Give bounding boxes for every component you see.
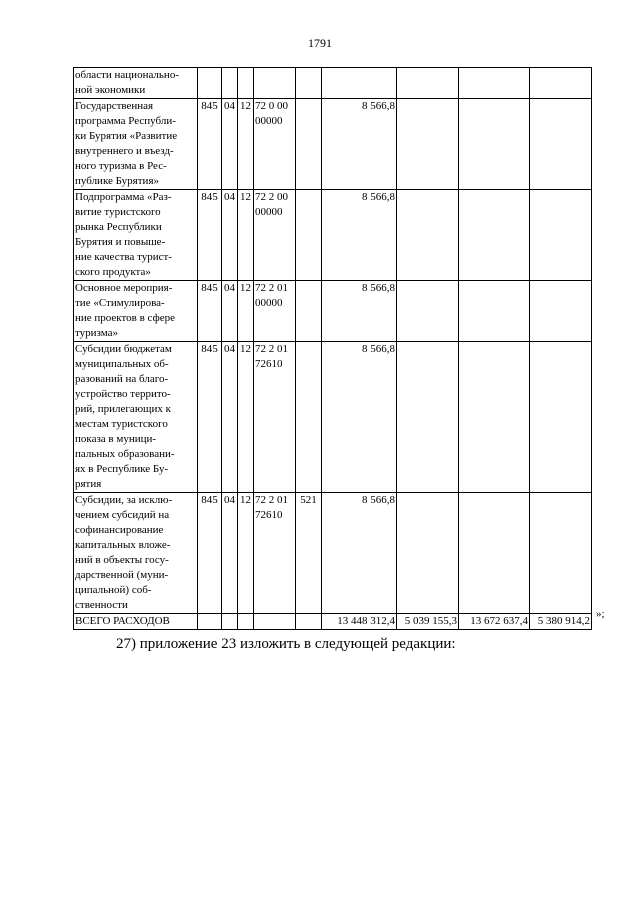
amount-col2-cell	[397, 342, 459, 493]
amount-col3-cell	[459, 342, 530, 493]
rz-cell: 04	[222, 342, 238, 493]
amount-col4-cell	[530, 190, 592, 281]
kcsr-line: 00000	[255, 206, 283, 218]
rz-cell: 04	[222, 493, 238, 614]
pr-cell	[238, 68, 254, 99]
budget-table	[73, 67, 592, 630]
rz-cell	[222, 68, 238, 99]
ved-cell: 845	[198, 493, 222, 614]
amount-cell: 8 566,8	[322, 99, 397, 190]
kcsr-line: 72610	[255, 509, 283, 521]
total-kcsr-cell	[254, 614, 296, 630]
table-row	[74, 493, 592, 614]
kcsr-cell	[254, 99, 296, 190]
item-name-cell	[74, 342, 198, 493]
amount-col2-cell	[397, 190, 459, 281]
item-name-line: тие «Стимулирова-	[75, 297, 165, 309]
amount-col3-cell	[459, 68, 530, 99]
amount-cell	[322, 68, 397, 99]
pr-cell: 12	[238, 281, 254, 342]
item-name-cell	[74, 68, 198, 99]
item-name-line: Субсидии бюджетам	[75, 343, 172, 355]
total-pr-cell	[238, 614, 254, 630]
ved-cell: 845	[198, 342, 222, 493]
kcsr-line: 72610	[255, 358, 283, 370]
item-name-line: капитальных вложе-	[75, 539, 171, 551]
amount-cell: 8 566,8	[322, 281, 397, 342]
total-vr-cell	[296, 614, 322, 630]
rz-cell: 04	[222, 281, 238, 342]
item-name-line: муниципальных об-	[75, 358, 169, 370]
amount-col3-cell	[459, 99, 530, 190]
ved-cell: 845	[198, 99, 222, 190]
item-name-line: софинансирование	[75, 524, 164, 536]
item-name-line: ние проектов в сфере	[75, 312, 175, 324]
amount-col4-cell	[530, 281, 592, 342]
kcsr-line: 72 2 00	[255, 191, 288, 203]
item-name-line: устройство террито-	[75, 388, 171, 400]
table-row	[74, 99, 592, 190]
item-name-line: показа в муници-	[75, 433, 157, 445]
item-name-line: витие туристского	[75, 206, 161, 218]
kcsr-cell	[254, 68, 296, 99]
item-name-cell	[74, 493, 198, 614]
item-name-line: разований на благо-	[75, 373, 169, 385]
amount-cell: 8 566,8	[322, 493, 397, 614]
page-number: 1791	[308, 36, 332, 50]
item-name-line: ципальной) соб-	[75, 584, 152, 596]
item-name-line: программа Республи-	[75, 115, 176, 127]
kcsr-cell	[254, 342, 296, 493]
rz-cell: 04	[222, 99, 238, 190]
table-row	[74, 68, 592, 99]
item-name-line: ях в Республике Бу-	[75, 463, 169, 475]
amount-col4-cell	[530, 99, 592, 190]
total-col3-cell: 13 672 637,4	[459, 614, 530, 630]
kcsr-cell	[254, 493, 296, 614]
pr-cell: 12	[238, 99, 254, 190]
item-name-line: дарственной (муни-	[75, 569, 169, 581]
kcsr-cell	[254, 281, 296, 342]
item-name-line: ний в объекты госу-	[75, 554, 169, 566]
table-row	[74, 342, 592, 493]
vr-cell	[296, 68, 322, 99]
amount-col4-cell	[530, 342, 592, 493]
amount-col2-cell	[397, 281, 459, 342]
amount-col2-cell	[397, 99, 459, 190]
item-name-line: публике Бурятия»	[75, 175, 159, 187]
item-name-line: Государственная	[75, 100, 154, 112]
total-rz-cell	[222, 614, 238, 630]
total-row	[74, 614, 592, 630]
total-amount-cell: 13 448 312,4	[322, 614, 397, 630]
total-col2-cell: 5 039 155,3	[397, 614, 459, 630]
item-name-line: ной экономики	[75, 84, 146, 96]
kcsr-line: 72 2 01	[255, 343, 288, 355]
kcsr-line: 00000	[255, 297, 283, 309]
table-body	[74, 68, 592, 630]
total-col4-cell: 5 380 914,2	[530, 614, 592, 630]
item-name-line: местам туристского	[75, 418, 168, 430]
vr-cell: 521	[296, 493, 322, 614]
amount-cell: 8 566,8	[322, 190, 397, 281]
total-label-cell: ВСЕГО РАСХОДОВ	[74, 614, 198, 630]
table-row	[74, 281, 592, 342]
pr-cell: 12	[238, 190, 254, 281]
instruction-text: 27) приложение 23 изложить в следующей редакции:	[116, 636, 456, 652]
amount-col3-cell	[459, 493, 530, 614]
vr-cell	[296, 342, 322, 493]
kcsr-line: 72 0 00	[255, 100, 288, 112]
amount-col2-cell	[397, 68, 459, 99]
amount-col2-cell	[397, 493, 459, 614]
item-name-line: ственности	[75, 599, 128, 611]
item-name-cell	[74, 99, 198, 190]
amount-col4-cell	[530, 68, 592, 99]
total-trail: »;	[596, 608, 605, 620]
ved-cell: 845	[198, 190, 222, 281]
kcsr-line: 72 2 01	[255, 494, 288, 506]
vr-cell	[296, 99, 322, 190]
ved-cell	[198, 68, 222, 99]
item-name-line: ного туризма в Рес-	[75, 160, 167, 172]
vr-cell	[296, 281, 322, 342]
total-ved-cell	[198, 614, 222, 630]
item-name-line: внутреннего и въезд-	[75, 145, 174, 157]
vr-cell	[296, 190, 322, 281]
amount-col3-cell	[459, 190, 530, 281]
item-name-line: рятия	[75, 478, 102, 490]
item-name-line: рий, прилегающих к	[75, 403, 171, 415]
item-name-line: рынка Республики	[75, 221, 162, 233]
pr-cell: 12	[238, 342, 254, 493]
item-name-line: ки Бурятия «Развитие	[75, 130, 178, 142]
item-name-line: чением субсидий на	[75, 509, 170, 521]
item-name-line: Основное мероприя-	[75, 282, 173, 294]
item-name-line: Бурятия и повыше-	[75, 236, 166, 248]
item-name-cell	[74, 190, 198, 281]
item-name-line: туризма»	[75, 327, 119, 339]
amount-cell: 8 566,8	[322, 342, 397, 493]
ved-cell: 845	[198, 281, 222, 342]
item-name-cell	[74, 281, 198, 342]
item-name-line: Подпрограмма «Раз-	[75, 191, 172, 203]
pr-cell: 12	[238, 493, 254, 614]
item-name-line: Субсидии, за исклю-	[75, 494, 173, 506]
item-name-line: пальных образовани-	[75, 448, 175, 460]
item-name-line: области национально-	[75, 69, 179, 81]
kcsr-cell	[254, 190, 296, 281]
table-row	[74, 190, 592, 281]
rz-cell: 04	[222, 190, 238, 281]
kcsr-line: 72 2 01	[255, 282, 288, 294]
amount-col3-cell	[459, 281, 530, 342]
item-name-line: ского продукта»	[75, 266, 151, 278]
kcsr-line: 00000	[255, 115, 283, 127]
item-name-line: ние качества турист-	[75, 251, 172, 263]
amount-col4-cell	[530, 493, 592, 614]
